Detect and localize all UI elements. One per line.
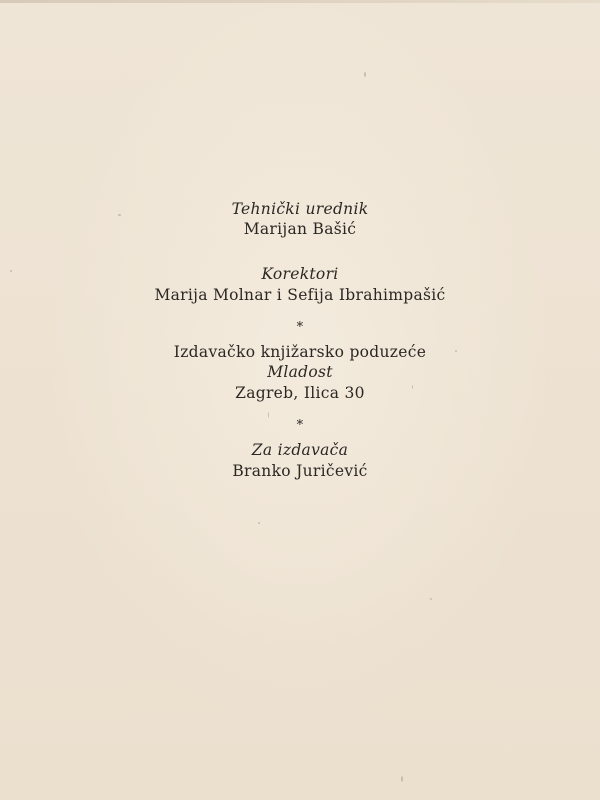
- for-publisher-role: Za izdavača: [251, 441, 349, 459]
- publisher-address: Zagreb, Ilica 30: [235, 384, 365, 402]
- proofreaders-role: Korektori: [261, 265, 339, 283]
- paper-speck: [258, 522, 260, 524]
- page-edge: [0, 0, 600, 3]
- separator-asterisk: *: [296, 418, 304, 433]
- paper-speck: [364, 72, 366, 77]
- separator-asterisk: *: [296, 320, 304, 335]
- technical-editor-role: Tehnički urednik: [231, 200, 369, 218]
- publisher-name: Izdavačko knjižarsko poduzeće: [173, 343, 427, 361]
- proofreaders-names: Marija Molnar i Sefija Ibrahimpašić: [154, 286, 446, 304]
- paper-speck: [430, 598, 432, 600]
- publisher-imprint: Mladost: [267, 363, 333, 381]
- technical-editor-name: Marijan Bašić: [243, 220, 357, 238]
- for-publisher-name: Branko Juričević: [232, 462, 368, 480]
- paper-speck: [401, 776, 403, 782]
